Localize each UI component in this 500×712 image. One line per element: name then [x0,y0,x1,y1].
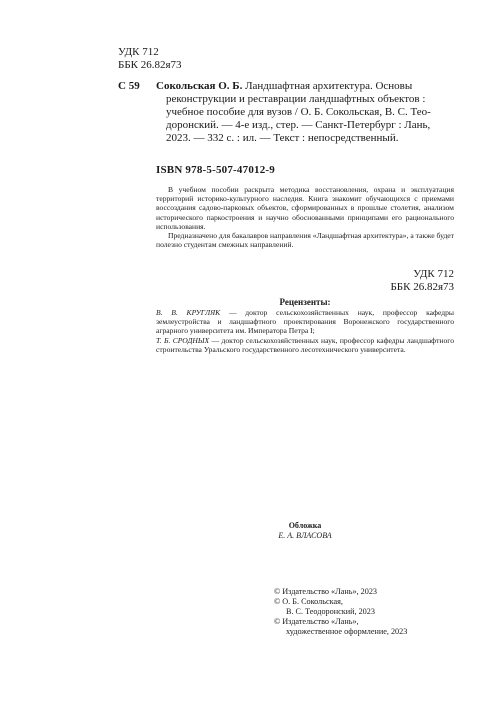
copyright-authors-cont: В. С. Теодоронский, 2023 [286,607,375,616]
reviewers-heading: Рецензенты: [279,297,331,307]
copyright-design: © Издательство «Лань», [274,617,359,626]
reviewers-list [156,308,454,354]
udk-header-block [118,46,182,72]
bbk-code-right: ББК 26.82я73 [390,281,454,293]
copyright-authors: © О. Б. Сокольская, [274,597,343,606]
copyright-publisher: © Издательство «Лань», 2023 [274,587,378,596]
reviewer-2-desc: — доктор сельскохозяйственных наук, профессор кафедры ландшафтного строительства Уральского государственного лесотехнического университета. [156,335,455,354]
udk-code-right: УДК 712 [413,268,454,280]
catalog-entry-line5: 2023. — 332 с. : ил. — Текст : непосредственный. [166,132,399,144]
reviewer-1-name: В. В. КРУГЛЯК [156,308,221,317]
reviewer-2-name: Т. Б. СРОДНЫХ [156,335,210,345]
bbk-code: ББК 26.82я73 [118,59,182,71]
catalog-entry-line2: реконструкции и реставрации ландшафтных объектов : [166,93,426,105]
catalog-entry-line4: доронский. — 4-е изд., стер. — Санкт-Петербург : Лань, [166,119,431,131]
reviewer-2 [156,336,454,354]
author-name: Сокольская О. Б. [156,80,243,92]
author-sign: С 59 [118,80,140,92]
copyright-block [274,587,464,637]
catalog-entry-line3: учебное пособие для вузов / О. Б. Сокольская, В. С. Тео- [166,106,431,118]
abstract-paragraph-2: Предназначено для бакалавров направления «Ландшафтная архитектура», а также будет полезно студентам смежных направлений. [156,231,454,250]
abstract [156,185,454,249]
cover-designer: Е. А. ВЛАСОВА [278,531,332,540]
isbn: ISBN 978-5-507-47012-9 [156,164,275,176]
book-title: Ландшафтная архитектура. Основы [242,80,413,92]
reviewer-1-desc: — доктор сельскохозяйственных наук, профессор кафедры землеустройства и ландшафтного проектирования Воронежского государственного аграрного университета им. Императора Петра I; [156,308,454,336]
catalog-entry-line1 [156,80,453,93]
udk-code: УДК 712 [118,46,159,58]
catalog-record [118,80,453,145]
cover-label: Обложка [288,521,322,530]
udk-footer-block [370,268,454,294]
abstract-paragraph-1: В учебном пособии раскрыта методика восстановления, охрана и эксплуатация территорий историко-культурного наследия. Книга знакомит обучающихся с приемами воссоздания садово-парковых объектов, сформированных в прошлые столетия, анализом исторического паркостроения и научно обоснованными принципами его рационального использования. [156,185,454,231]
copyright-design-cont: художественное оформление, 2023 [286,627,408,636]
reviewer-1 [156,308,454,336]
